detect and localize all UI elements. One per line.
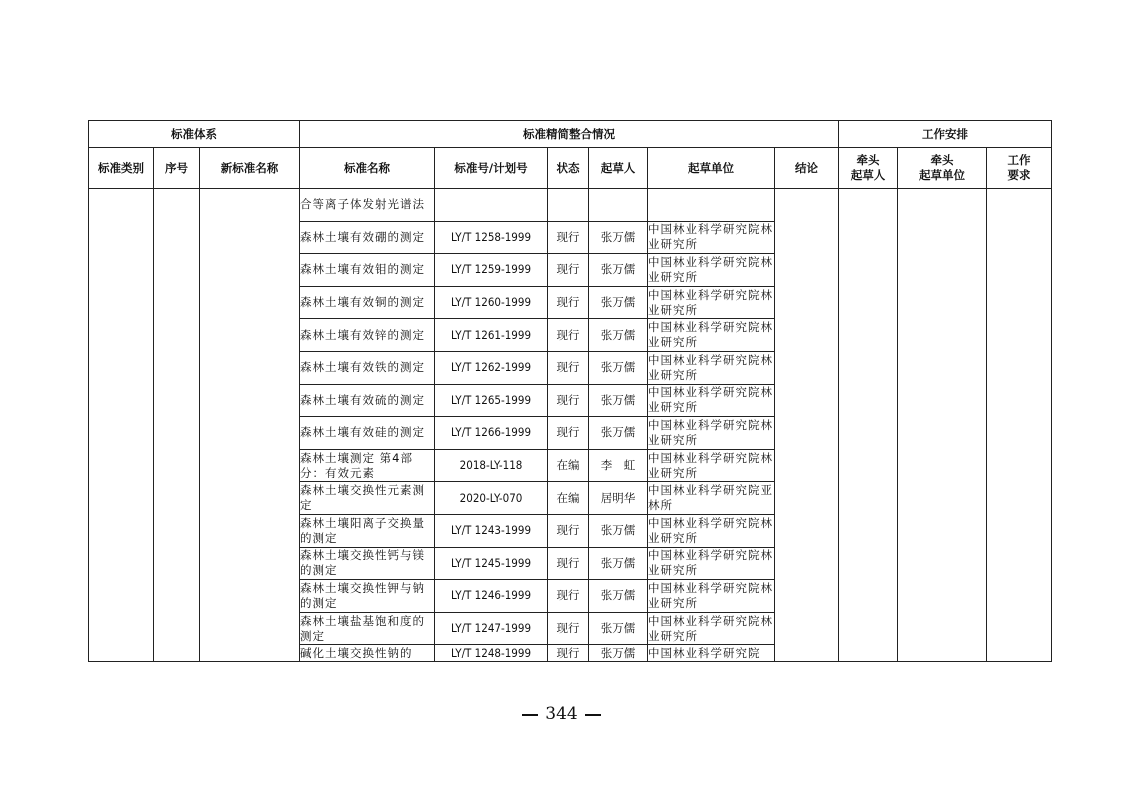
standard-name-cell: 合等离子体发射光谱法 [300,189,435,222]
new-name-cell [200,189,300,662]
standard-name-cell: 森林土壤有效锌的测定 [300,319,435,352]
drafting-unit-cell: 中国林业科学研究院林业研究所 [648,580,775,613]
col-header-name: 标准名称 [300,148,435,189]
standard-name-cell: 森林土壤交换性钾与钠的测定 [300,580,435,613]
group-header-standard-system: 标准体系 [89,121,300,148]
drafter-cell: 张万儒 [589,514,648,547]
col-header-index: 序号 [154,148,200,189]
drafter-cell: 张万儒 [589,254,648,287]
standard-number-cell: LY/T 1260-1999 [435,286,548,319]
status-cell: 在编 [548,449,589,482]
standard-name-cell: 森林土壤有效硫的测定 [300,384,435,417]
drafter-cell: 张万儒 [589,645,648,662]
status-cell: 现行 [548,351,589,384]
col-header-lead-drafter: 牵头 起草人 [839,148,898,189]
status-cell: 现行 [548,417,589,450]
category-cell [89,189,154,662]
drafter-cell [589,189,648,222]
drafting-unit-cell: 中国林业科学研究院 [648,645,775,662]
standard-name-cell: 森林土壤盐基饱和度的测定 [300,612,435,645]
table-row [89,189,1052,222]
standard-name-cell: 森林土壤有效硅的测定 [300,417,435,450]
page-number-text: 344 [545,704,578,724]
drafter-cell: 张万儒 [589,319,648,352]
status-cell: 现行 [548,384,589,417]
col-header-drafter: 起草人 [589,148,648,189]
standard-name-cell: 森林土壤有效钼的测定 [300,254,435,287]
drafter-cell: 张万儒 [589,417,648,450]
standards-table [88,120,1052,662]
drafting-unit-cell: 中国林业科学研究院林业研究所 [648,547,775,580]
lead-drafter-cell [839,189,898,662]
drafting-unit-cell: 中国林业科学研究院林业研究所 [648,514,775,547]
status-cell: 现行 [548,319,589,352]
standard-number-cell: 2020-LY-070 [435,482,548,515]
standard-number-cell: LY/T 1261-1999 [435,319,548,352]
drafting-unit-cell: 中国林业科学研究院林业研究所 [648,221,775,254]
standard-number-cell [435,189,548,222]
drafting-unit-cell: 中国林业科学研究院林业研究所 [648,384,775,417]
standard-number-cell: LY/T 1243-1999 [435,514,548,547]
standard-number-cell: LY/T 1248-1999 [435,645,548,662]
standard-number-cell: LY/T 1245-1999 [435,547,548,580]
standard-name-cell: 森林土壤交换性元素测定 [300,482,435,515]
group-header-work-plan: 工作安排 [839,121,1052,148]
column-header-row [89,148,1052,189]
drafting-unit-cell: 中国林业科学研究院亚林所 [648,482,775,515]
drafter-cell: 张万儒 [589,351,648,384]
standard-name-cell: 森林土壤有效硼的测定 [300,221,435,254]
drafting-unit-cell: 中国林业科学研究院林业研究所 [648,351,775,384]
standard-number-cell: LY/T 1265-1999 [435,384,548,417]
work-requirement-cell [987,189,1052,662]
drafter-cell: 张万儒 [589,221,648,254]
dash-right [585,714,601,716]
standard-name-cell: 森林土壤交换性钙与镁的测定 [300,547,435,580]
status-cell: 现行 [548,547,589,580]
standard-name-cell: 森林土壤有效铁的测定 [300,351,435,384]
col-header-std-number: 标准号/计划号 [435,148,548,189]
standard-number-cell: LY/T 1266-1999 [435,417,548,450]
drafter-cell: 张万儒 [589,612,648,645]
drafting-unit-cell [648,189,775,222]
group-header-consolidation: 标准精简整合情况 [300,121,839,148]
status-cell: 在编 [548,482,589,515]
drafting-unit-cell: 中国林业科学研究院林业研究所 [648,417,775,450]
status-cell: 现行 [548,254,589,287]
standard-number-cell: LY/T 1246-1999 [435,580,548,613]
status-cell: 现行 [548,286,589,319]
col-header-status: 状态 [548,148,589,189]
header-group-row [89,121,1052,148]
drafting-unit-cell: 中国林业科学研究院林业研究所 [648,254,775,287]
conclusion-cell [775,189,839,662]
status-cell: 现行 [548,580,589,613]
standard-number-cell: LY/T 1247-1999 [435,612,548,645]
drafter-cell: 张万儒 [589,547,648,580]
standard-name-cell: 森林土壤有效铜的测定 [300,286,435,319]
standard-number-cell: LY/T 1259-1999 [435,254,548,287]
status-cell: 现行 [548,221,589,254]
drafter-cell: 居明华 [589,482,648,515]
drafter-cell: 张万儒 [589,286,648,319]
status-cell: 现行 [548,645,589,662]
drafting-unit-cell: 中国林业科学研究院林业研究所 [648,286,775,319]
standard-name-cell: 森林土壤阳离子交换量的测定 [300,514,435,547]
col-header-work-requirement: 工作 要求 [987,148,1052,189]
drafting-unit-cell: 中国林业科学研究院林业研究所 [648,612,775,645]
table-body [89,189,1052,662]
index-cell [154,189,200,662]
col-header-new-name: 新标准名称 [200,148,300,189]
status-cell [548,189,589,222]
col-header-category: 标准类别 [89,148,154,189]
col-header-conclusion: 结论 [775,148,839,189]
drafter-cell: 张万儒 [589,580,648,613]
lead-unit-cell [898,189,987,662]
standard-number-cell: LY/T 1258-1999 [435,221,548,254]
col-header-lead-unit: 牵头 起草单位 [898,148,987,189]
drafting-unit-cell: 中国林业科学研究院林业研究所 [648,449,775,482]
page-number [0,704,1123,724]
col-header-drafting-unit: 起草单位 [648,148,775,189]
standard-name-cell: 森林土壤测定 第4部分：有效元素 [300,449,435,482]
drafter-cell: 李 虹 [589,449,648,482]
standard-number-cell: LY/T 1262-1999 [435,351,548,384]
standard-name-cell: 碱化土壤交换性钠的 [300,645,435,662]
drafting-unit-cell: 中国林业科学研究院林业研究所 [648,319,775,352]
drafter-cell: 张万儒 [589,384,648,417]
dash-left [522,714,538,716]
standard-number-cell: 2018-LY-118 [435,449,548,482]
status-cell: 现行 [548,612,589,645]
status-cell: 现行 [548,514,589,547]
